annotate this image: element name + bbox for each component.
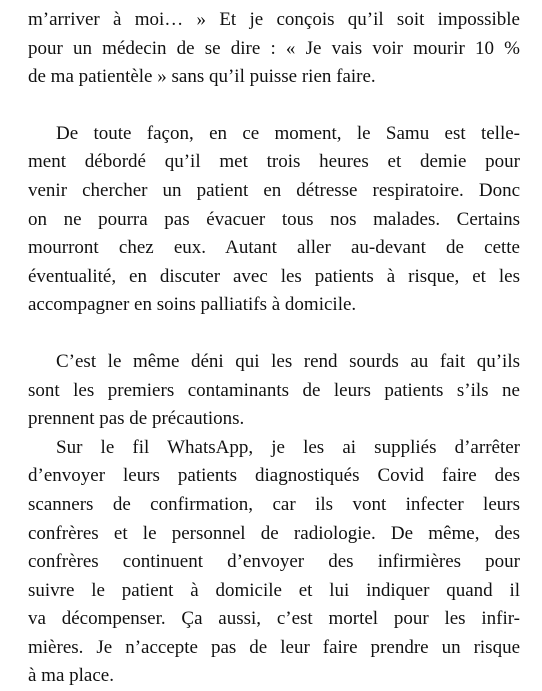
text-line: éventualité, en discuter avec les patients à risque, et les: [28, 265, 520, 287]
text-line: accompagner en soins palliatifs à domicile.: [28, 294, 357, 316]
paragraph-1: [28, 6, 520, 92]
paragraph-spacer: [28, 320, 520, 348]
text-line: confrères continuent d’envoyer des infirmières pour: [28, 551, 520, 573]
text-line: mières. Je n’accepte pas de leur faire prendre un risque: [28, 636, 520, 658]
text-line: prennent pas de précautions.: [28, 408, 245, 430]
text-line: à ma place.: [28, 665, 114, 687]
text-line: sont les premiers contaminants de leurs patients s’ils ne: [28, 379, 520, 401]
paragraph-4: [28, 434, 520, 691]
text-line: va décompenser. Ça aussi, c’est mortel pour les infir-: [28, 608, 520, 630]
book-page: [28, 6, 520, 691]
paragraph-spacer: [28, 92, 520, 120]
text-line: Sur le fil WhatsApp, je les ai suppliés d’arrêter: [56, 436, 520, 458]
paragraph-2: [28, 120, 520, 320]
text-line: on ne pourra pas évacuer tous nos malades. Certains: [28, 208, 520, 230]
text-line: ment débordé qu’il met trois heures et demie pour: [28, 151, 520, 173]
text-line: De toute façon, en ce moment, le Samu est telle-: [56, 122, 520, 144]
text-line: C’est le même déni qui les rend sourds au fait qu’ils: [56, 350, 520, 372]
text-line: scanners de confirmation, car ils vont infecter leurs: [28, 493, 520, 515]
text-line: m’arriver à moi… » Et je conçois qu’il soit impossible: [28, 9, 520, 30]
text-line: pour un médecin de se dire : « Je vais voir mourir 10 %: [28, 37, 520, 59]
text-line: confrères et le personnel de radiologie. De même, des: [28, 522, 520, 544]
text-line: d’envoyer leurs patients diagnostiqués Covid faire des: [28, 465, 520, 487]
text-line: de ma patientèle » sans qu’il puisse rien faire.: [28, 66, 376, 88]
text-line: venir chercher un patient en détresse respiratoire. Donc: [28, 179, 520, 201]
paragraph-3: [28, 348, 520, 434]
text-line: mourront chez eux. Autant aller au-devant de cette: [28, 237, 520, 259]
text-line: suivre le patient à domicile et lui indiquer quand il: [28, 579, 520, 601]
